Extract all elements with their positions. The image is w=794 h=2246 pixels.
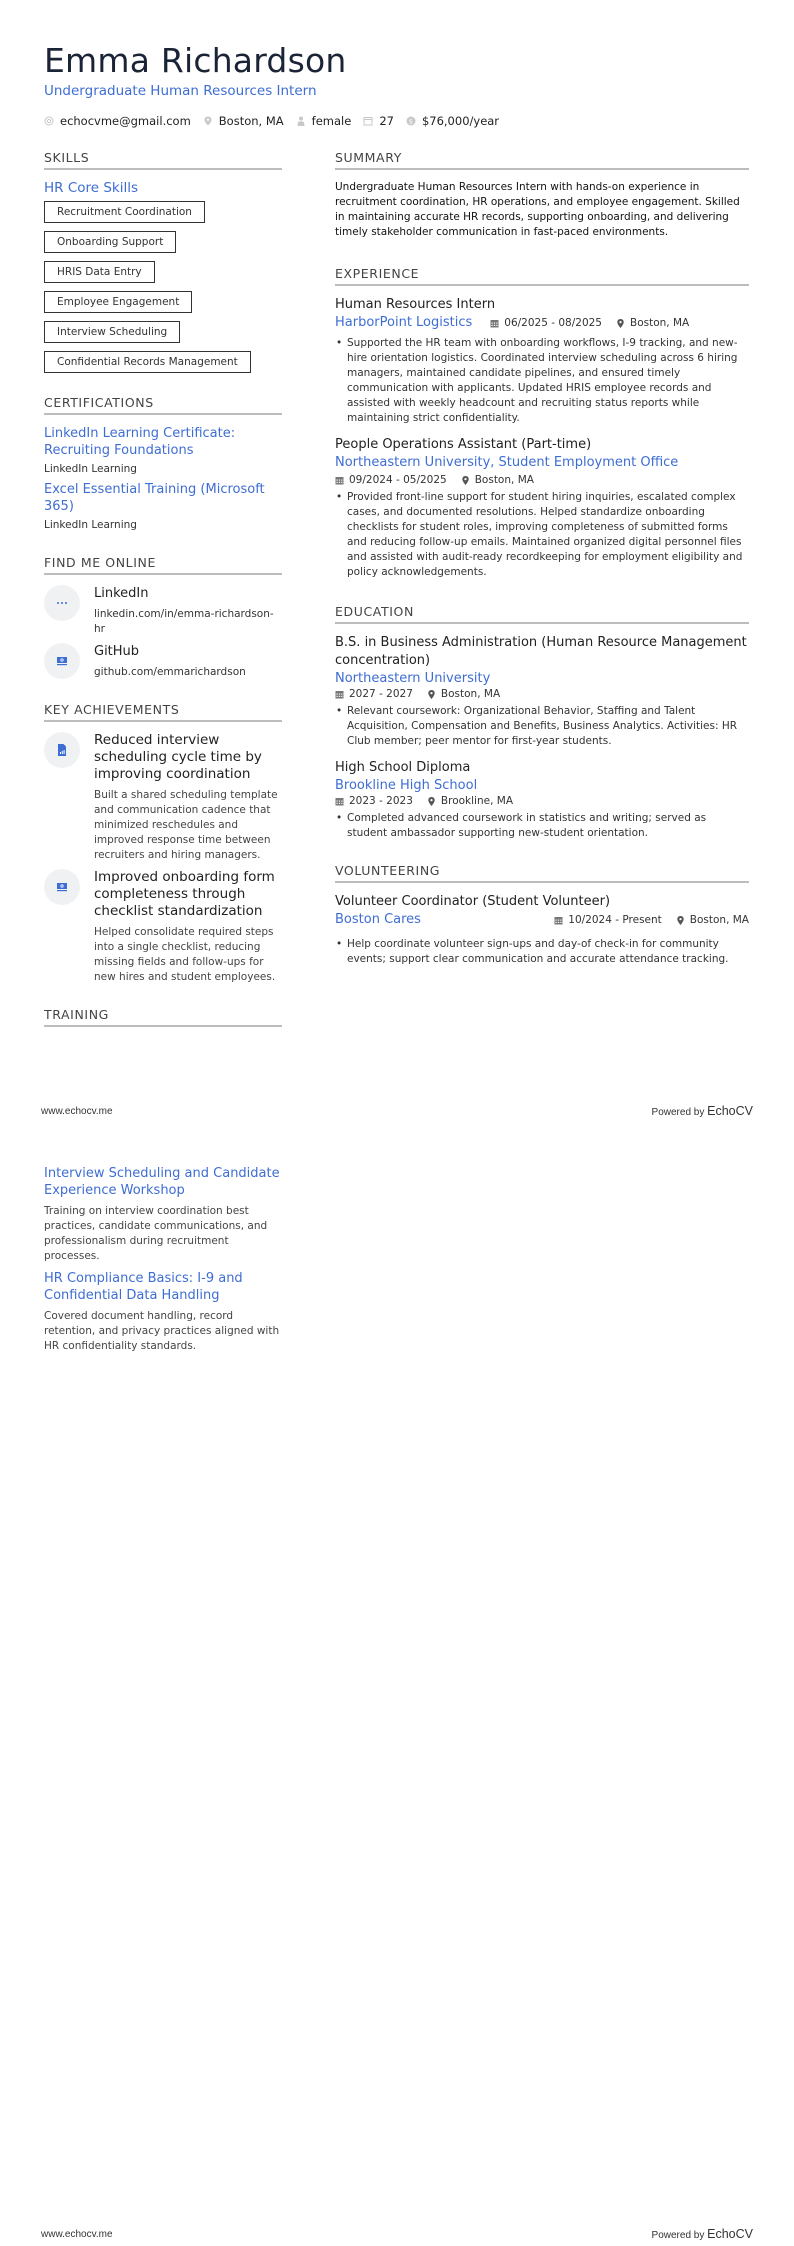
calendar-icon: [490, 319, 499, 328]
online-item-linkedin[interactable]: [44, 585, 282, 637]
experience-entry: [335, 296, 749, 426]
entry-location: Boston, MA: [427, 688, 500, 700]
entry-meta: [335, 688, 749, 700]
achievement-item: [44, 869, 282, 985]
skill-tag: Confidential Records Management: [44, 351, 251, 373]
contact-email: echocvme@gmail.com: [44, 114, 191, 128]
person-icon: [296, 116, 306, 126]
skill-group-title: HR Core Skills: [44, 180, 139, 196]
education-section: [335, 604, 749, 841]
online-item-github[interactable]: [44, 643, 282, 680]
entry-location: Boston, MA: [461, 474, 534, 486]
section-heading: EXPERIENCE: [335, 266, 749, 286]
entry-meta: [335, 474, 749, 486]
entry-meta: [490, 317, 689, 329]
coin-icon: [406, 116, 416, 126]
skill-tag: Interview Scheduling: [44, 321, 180, 343]
organization-name: Boston Cares: [335, 912, 421, 927]
candidate-title: Undergraduate Human Resources Intern: [44, 83, 317, 99]
at-icon: [44, 116, 54, 126]
resume-page-2: [0, 1123, 794, 2246]
training-title: Interview Scheduling and Candidate Experience Workshop: [44, 1166, 280, 1198]
entry-bullets: [335, 704, 749, 749]
map-pin-icon: [461, 476, 470, 485]
degree-title: B.S. in Business Administration (Human Resource Management concentration): [335, 635, 747, 668]
entry-location: Brookline, MA: [427, 795, 513, 807]
summary-section: [335, 150, 749, 240]
date-range: 2023 - 2023: [335, 795, 413, 807]
certification-issuer: LinkedIn Learning: [44, 519, 137, 531]
calendar-icon: [335, 797, 344, 806]
calendar-icon: [554, 916, 563, 925]
svg-text:$: $: [408, 117, 414, 126]
online-name: LinkedIn: [94, 586, 149, 601]
achievement-title: Reduced interview scheduling cycle time by improving coordination: [94, 732, 262, 782]
training-title: HR Compliance Basics: I-9 and Confidential Data Handling: [44, 1271, 243, 1303]
achievement-description: Built a shared scheduling template and communication cadence that minimized reschedules and improved response time between recruiters and hiring managers.: [94, 789, 278, 861]
entry-location: Boston, MA: [616, 317, 689, 329]
certification-item: [44, 481, 282, 531]
footer-powered-by: Powered by EchoCV: [651, 1104, 753, 1118]
contact-location: Boston, MA: [203, 114, 284, 128]
section-heading: VOLUNTEERING: [335, 863, 749, 883]
document-chart-icon: [44, 732, 80, 768]
achievement-item: [44, 732, 282, 863]
certifications-section: [44, 395, 282, 531]
entry-org-row: [335, 314, 749, 332]
monitor-icon: [44, 869, 80, 905]
company-name: Northeastern University, Student Employment Office: [335, 455, 679, 470]
calendar-icon: [335, 690, 344, 699]
certification-item: [44, 425, 282, 475]
training-section-heading: [44, 1007, 282, 1027]
footer-powered-by: Powered by EchoCV: [651, 2227, 753, 2241]
contact-gender: female: [296, 114, 352, 128]
bullet-item: • Completed advanced coursework in statistics and writing; served as student ambassador supporting new-student orientation.: [335, 811, 749, 841]
calendar-icon: [335, 476, 344, 485]
contact-salary: $ $76,000/year: [406, 114, 499, 128]
section-heading: SKILLS: [44, 150, 282, 170]
entry-bullets: [335, 336, 749, 426]
certification-title: LinkedIn Learning Certificate: Recruiting Foundations: [44, 426, 236, 458]
entry-location: Boston, MA: [676, 914, 749, 926]
role-title: Volunteer Coordinator (Student Volunteer): [335, 894, 611, 909]
skill-tag: HRIS Data Entry: [44, 261, 155, 283]
entry-meta: [554, 914, 749, 926]
map-pin-icon: [616, 319, 625, 328]
school-name: Northeastern University: [335, 671, 491, 686]
experience-entry: [335, 436, 749, 580]
candidate-name: Emma Richardson: [44, 41, 347, 80]
online-name: GitHub: [94, 644, 140, 659]
achievement-description: Helped consolidate required steps into a single checklist, reducing missing fields and follow-ups for new hires and student employees.: [94, 926, 276, 983]
monitor-icon: [44, 643, 80, 679]
date-range: 09/2024 - 05/2025: [335, 474, 447, 486]
training-item: [44, 1165, 282, 1264]
school-name: Brookline High School: [335, 778, 478, 793]
entry-bullets: [335, 811, 749, 841]
page-footer: [41, 1104, 753, 1118]
job-title: Human Resources Intern: [335, 297, 496, 312]
footer-brand: EchoCV: [707, 1104, 753, 1118]
key-achievements-section: [44, 702, 282, 985]
job-title: People Operations Assistant (Part-time): [335, 437, 592, 452]
footer-website[interactable]: www.echocv.me: [41, 2228, 113, 2240]
bullet-item: • Provided front-line support for student hiring inquiries, escalated complex cases, and documented resolutions. Helped standardize onboarding checklists for student roles, improving completeness of submitted forms and reducing follow-up emails. Maintained organized digital personnel files and assisted with audit-ready recordkeeping for employment eligibility and policy acknowledgements.: [335, 490, 749, 580]
footer-brand: EchoCV: [707, 2227, 753, 2241]
certification-title: Excel Essential Training (Microsoft 365): [44, 482, 265, 514]
map-pin-icon: [427, 797, 436, 806]
online-url[interactable]: linkedin.com/in/emma-richardson-hr: [94, 608, 274, 635]
resume-header: [44, 42, 499, 128]
online-url[interactable]: github.com/emmarichardson: [94, 666, 246, 678]
map-pin-icon: [203, 116, 213, 126]
volunteering-entry: [335, 893, 749, 967]
ellipsis-icon: [44, 585, 80, 621]
skill-tag: Employee Engagement: [44, 291, 192, 313]
bullet-item: • Help coordinate volunteer sign-ups and day-of check-in for community events; support clear communication and accurate attendance tracking.: [335, 937, 749, 967]
bullet-item: • Supported the HR team with onboarding workflows, I-9 tracking, and new-hire orientation logistics. Coordinated interview scheduling across 6 hiring managers, maintained candidate pipelines, and ensured timely communication with applicants. Updated HRIS employee records and assisted with weekly headcount and recruiting status reports while maintaining strict confidentiality.: [335, 336, 749, 426]
entry-bullets: [335, 490, 749, 580]
find-me-online-section: [44, 555, 282, 680]
certification-issuer: LinkedIn Learning: [44, 463, 137, 475]
section-heading: TRAINING: [44, 1007, 282, 1027]
bullet-item: • Relevant coursework: Organizational Behavior, Staffing and Talent Acquisition, Compensation and Benefits, Business Analytics. Activities: HR Club member; peer mentor for first-year students.: [335, 704, 749, 749]
map-pin-icon: [676, 916, 685, 925]
left-column: [44, 150, 282, 1037]
entry-bullets: [335, 937, 749, 967]
achievement-title: Improved onboarding form completeness through checklist standardization: [94, 869, 275, 919]
section-heading: FIND ME ONLINE: [44, 555, 282, 575]
volunteering-section: [335, 863, 749, 967]
section-heading: EDUCATION: [335, 604, 749, 624]
skill-tag: Onboarding Support: [44, 231, 176, 253]
experience-section: [335, 266, 749, 580]
contact-row: [44, 114, 499, 128]
education-entry: [335, 759, 749, 841]
date-range: 10/2024 - Present: [554, 914, 661, 926]
section-heading: CERTIFICATIONS: [44, 395, 282, 415]
training-item: [44, 1270, 282, 1354]
skills-section: [44, 150, 282, 381]
date-range: 06/2025 - 08/2025: [490, 317, 602, 329]
page-footer: [41, 2227, 753, 2241]
degree-title: High School Diploma: [335, 760, 471, 775]
section-heading: SUMMARY: [335, 150, 749, 170]
date-range: 2027 - 2027: [335, 688, 413, 700]
education-entry: [335, 634, 749, 749]
map-pin-icon: [427, 690, 436, 699]
training-description: Covered document handling, record retention, and privacy practices aligned with HR confidentiality standards.: [44, 1310, 280, 1352]
footer-website[interactable]: www.echocv.me: [41, 1105, 113, 1117]
summary-text: Undergraduate Human Resources Intern with hands-on experience in recruitment coordination, HR operations, and employee engagement. Skilled in maintaining accurate HR records, supporting onboarding, and delivering timely stakeholder communication in fast-paced environments.: [335, 181, 740, 238]
skill-tags: [44, 201, 282, 381]
skill-tag: Recruitment Coordination: [44, 201, 205, 223]
left-column-continued: [44, 1163, 282, 1354]
training-description: Training on interview coordination best practices, candidate communications, and professionalism during recruitment processes.: [44, 1205, 268, 1262]
calendar-icon: [363, 116, 373, 126]
entry-org-row: [335, 911, 749, 929]
company-name: HarborPoint Logistics: [335, 315, 473, 330]
training-section: [44, 1165, 282, 1354]
right-column: [335, 150, 749, 977]
contact-age: 27: [363, 114, 394, 128]
section-heading: KEY ACHIEVEMENTS: [44, 702, 282, 722]
entry-meta: [335, 795, 749, 807]
